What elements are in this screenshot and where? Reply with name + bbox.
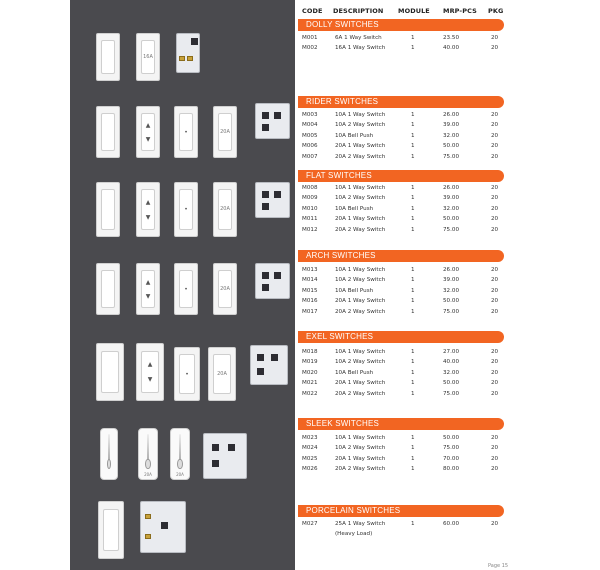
- cell-code: M005: [302, 132, 318, 139]
- cell-pkg: 20: [491, 287, 499, 294]
- cell-code: M012: [302, 226, 318, 233]
- section-title: FLAT SWITCHES: [306, 171, 372, 180]
- table-row: [300, 519, 504, 529]
- cell-pkg: 20: [491, 267, 499, 273]
- table-row: [300, 265, 504, 275]
- cell-description: 10A 1 Way Switch: [335, 267, 386, 273]
- flat-bell-push-image: •: [174, 182, 198, 237]
- cell-module: 1: [411, 359, 415, 366]
- cell-pkg: 20: [491, 185, 499, 191]
- cell-mrp: 40.00: [443, 359, 460, 366]
- cell-mrp: 39.00: [443, 277, 460, 284]
- cell-description: 10A 1 Way Switch: [335, 349, 386, 355]
- cell-code: M022: [302, 390, 318, 397]
- cell-mrp: 32.00: [443, 369, 460, 376]
- cell-pkg: 20: [491, 308, 499, 315]
- cell-description: 10A Bell Push: [335, 287, 374, 294]
- cell-pkg: 20: [491, 445, 499, 452]
- section-title: ARCH SWITCHES: [306, 251, 376, 260]
- cell-pkg: 20: [491, 226, 499, 233]
- exel-switch-20a-image: 20A: [208, 347, 236, 401]
- cell-module: 1: [411, 445, 415, 452]
- cell-mrp: 50.00: [443, 380, 460, 387]
- flat-switch-2way-image: ▲ ▼: [136, 182, 160, 237]
- cell-module: 1: [411, 455, 415, 462]
- cell-pkg: 20: [491, 195, 499, 202]
- cell-mrp: 32.00: [443, 287, 460, 294]
- cell-code: M017: [302, 308, 318, 315]
- cell-module: 1: [411, 153, 415, 160]
- cell-description: 20A 1 Way Switch: [335, 380, 386, 387]
- cell-module: 1: [411, 369, 415, 376]
- section-banner: [298, 96, 504, 108]
- cell-code: M020: [302, 369, 318, 376]
- cell-code: M007: [302, 153, 318, 160]
- cell-code: M024: [302, 445, 318, 452]
- cell-module: 1: [411, 287, 415, 294]
- cell-description: 10A 2 Way Switch: [335, 122, 386, 129]
- cell-code: M008: [302, 185, 318, 191]
- cell-code: M004: [302, 122, 318, 129]
- section-banner: [298, 418, 504, 430]
- cell-mrp: 39.00: [443, 122, 460, 129]
- cell-module: 1: [411, 466, 415, 473]
- cell-code: M018: [302, 349, 318, 355]
- dolly-switch-mechanism-image: [176, 33, 200, 73]
- cell-description: 20A 2 Way Switch: [335, 466, 386, 473]
- cell-module: 1: [411, 349, 415, 355]
- flat-switch-20a-image: 20A: [213, 182, 237, 237]
- cell-code: M001: [302, 35, 318, 41]
- cell-module: 1: [411, 435, 415, 441]
- cell-mrp: 80.00: [443, 466, 460, 473]
- cell-mrp: 23.50: [443, 35, 460, 41]
- cell-pkg: 20: [491, 153, 499, 160]
- table-row: [300, 378, 504, 388]
- table-row: [300, 454, 504, 464]
- exel-switch-mechanism-image: [250, 345, 288, 385]
- cell-pkg: 20: [491, 45, 499, 52]
- cell-code: M010: [302, 205, 318, 212]
- cell-code: M009: [302, 195, 318, 202]
- rider-switch-2way-image: ▲ ▼: [136, 106, 160, 158]
- table-row: [300, 214, 504, 224]
- cell-module: 1: [411, 267, 415, 273]
- cell-mrp: 70.00: [443, 455, 460, 462]
- rider-switch-mechanism-image: [255, 103, 290, 139]
- cell-mrp: 50.00: [443, 216, 460, 223]
- cell-module: 1: [411, 226, 415, 233]
- exel-bell-push-image: •: [174, 347, 200, 401]
- table-row: [300, 307, 504, 317]
- section-title: PORCELAIN SWITCHES: [306, 506, 401, 515]
- table-row: [300, 443, 504, 453]
- cell-module: 1: [411, 35, 415, 41]
- cell-description: 20A 1 Way Switch: [335, 455, 386, 462]
- cell-module: 1: [411, 122, 415, 129]
- rider-bell-push-image: •: [174, 106, 198, 158]
- cell-pkg: 20: [491, 380, 499, 387]
- cell-pkg: 20: [491, 205, 499, 212]
- table-row: [300, 193, 504, 203]
- cell-description: 10A Bell Push: [335, 205, 374, 212]
- cell-mrp: 39.00: [443, 195, 460, 202]
- cell-pkg: 20: [491, 349, 499, 355]
- table-row: [300, 183, 504, 193]
- col-header-module: MODULE: [398, 7, 430, 15]
- arch-bell-push-image: •: [174, 263, 198, 315]
- cell-description: 10A 1 Way Switch: [335, 112, 386, 118]
- cell-description: 10A Bell Push: [335, 132, 374, 139]
- table-row: [300, 347, 504, 357]
- table-row: [300, 296, 504, 306]
- cell-pkg: 20: [491, 359, 499, 366]
- cell-description: 10A 2 Way Switch: [335, 359, 386, 366]
- porcelain-switch-image: [98, 501, 124, 559]
- table-row: [300, 152, 504, 162]
- section-title: RIDER SWITCHES: [306, 97, 379, 106]
- table-row: [300, 433, 504, 443]
- sleek-switch-1way-image: [100, 428, 118, 480]
- cell-mrp: 75.00: [443, 308, 460, 315]
- table-row: [300, 110, 504, 120]
- flat-switch-1way-image: [96, 182, 120, 237]
- rider-switch-1way-image: [96, 106, 120, 158]
- cell-description: 20A 2 Way Switch: [335, 153, 386, 160]
- arch-switch-20a-image: 20A: [213, 263, 237, 315]
- cell-pkg: 20: [491, 216, 499, 223]
- col-header-code: CODE: [302, 7, 323, 15]
- porcelain-switch-mechanism-image: [140, 501, 186, 553]
- col-header-mrp: MRP-PCS: [443, 7, 477, 15]
- cell-pkg: 20: [491, 132, 499, 139]
- cell-description: 25A 1 Way Switch: [335, 521, 386, 527]
- cell-pkg: 20: [491, 298, 499, 305]
- cell-mrp: 75.00: [443, 445, 460, 452]
- cell-pkg: 20: [491, 369, 499, 376]
- cell-module: 1: [411, 390, 415, 397]
- cell-description: 20A 2 Way Switch: [335, 308, 386, 315]
- cell-module: 1: [411, 112, 415, 118]
- arch-switch-2way-image: ▲ ▼: [136, 263, 160, 315]
- cell-module: 1: [411, 521, 415, 527]
- cell-code: M027: [302, 521, 318, 527]
- cell-pkg: 20: [491, 390, 499, 397]
- cell-description: 10A 2 Way Switch: [335, 277, 386, 284]
- cell-code: M023: [302, 435, 318, 441]
- page-number: Page 15: [488, 563, 509, 569]
- cell-module: 1: [411, 45, 415, 52]
- table-row: [300, 131, 504, 141]
- rider-switch-20a-image: 20A: [213, 106, 237, 158]
- cell-module: 1: [411, 132, 415, 139]
- cell-code: M016: [302, 298, 318, 305]
- cell-module: 1: [411, 195, 415, 202]
- cell-code: M003: [302, 112, 318, 118]
- section-banner: [298, 250, 504, 262]
- section-title: EXEL SWITCHES: [306, 332, 374, 341]
- section-title: SLEEK SWITCHES: [306, 419, 380, 428]
- cell-module: 1: [411, 380, 415, 387]
- cell-module: 1: [411, 185, 415, 191]
- cell-mrp: 32.00: [443, 205, 460, 212]
- table-row: [300, 464, 504, 474]
- table-row: [300, 43, 504, 53]
- cell-code: M026: [302, 466, 318, 473]
- cell-module: 1: [411, 298, 415, 305]
- table-row: [300, 141, 504, 151]
- cell-pkg: 20: [491, 277, 499, 284]
- cell-pkg: 20: [491, 435, 499, 441]
- dolly-switch-16a-image: 16A: [136, 33, 160, 81]
- cell-mrp: 75.00: [443, 390, 460, 397]
- cell-mrp: 75.00: [443, 226, 460, 233]
- product-image-panel: [70, 0, 295, 570]
- cell-description: 10A 2 Way Switch: [335, 445, 386, 452]
- section-title: DOLLY SWITCHES: [306, 20, 379, 29]
- cell-mrp: 60.00: [443, 521, 460, 527]
- cell-code: M021: [302, 380, 318, 387]
- table-row: [300, 368, 504, 378]
- cell-mrp: 40.00: [443, 45, 460, 52]
- exel-switch-2way-image: ▲ ▼: [136, 343, 164, 401]
- cell-mrp: 50.00: [443, 143, 460, 150]
- cell-description: 16A 1 Way Switch: [335, 45, 386, 52]
- col-header-pkg: PKG: [488, 7, 504, 15]
- cell-description: 20A 2 Way Switch: [335, 226, 386, 233]
- cell-mrp: 50.00: [443, 298, 460, 305]
- cell-code: M002: [302, 45, 318, 52]
- arch-switch-1way-image: [96, 263, 120, 315]
- cell-module: 1: [411, 143, 415, 150]
- cell-module: 1: [411, 277, 415, 284]
- table-row: [300, 529, 504, 539]
- sleek-switch-mechanism-image: [203, 433, 247, 479]
- flat-switch-mechanism-image: [255, 182, 290, 218]
- cell-description: 20A 1 Way Switch: [335, 216, 386, 223]
- table-row: [300, 275, 504, 285]
- cell-mrp: 50.00: [443, 435, 460, 441]
- sleek-switch-20a-image: 20A: [170, 428, 190, 480]
- cell-pkg: 20: [491, 112, 499, 118]
- cell-code: M006: [302, 143, 318, 150]
- cell-pkg: 20: [491, 455, 499, 462]
- cell-description: 10A 2 Way Switch: [335, 195, 386, 202]
- cell-mrp: 26.00: [443, 267, 460, 273]
- cell-pkg: 20: [491, 35, 499, 41]
- cell-module: 1: [411, 205, 415, 212]
- table-row: [300, 120, 504, 130]
- cell-code: M014: [302, 277, 318, 284]
- table-row: [300, 357, 504, 367]
- cell-mrp: 75.00: [443, 153, 460, 160]
- col-header-description: DESCRIPTION: [333, 7, 384, 15]
- cell-module: 1: [411, 216, 415, 223]
- cell-mrp: 26.00: [443, 112, 460, 118]
- cell-description: 10A 1 Way Switch: [335, 185, 386, 191]
- dolly-switch-6a-image: [96, 33, 120, 81]
- cell-code: M011: [302, 216, 318, 223]
- cell-pkg: 20: [491, 521, 499, 527]
- table-row: [300, 286, 504, 296]
- section-banner: [298, 170, 504, 182]
- cell-description: 10A Bell Push: [335, 369, 374, 376]
- cell-module: 1: [411, 308, 415, 315]
- cell-code: M013: [302, 267, 318, 273]
- cell-mrp: 27.00: [443, 349, 460, 355]
- arch-switch-mechanism-image: [255, 263, 290, 299]
- cell-description: 20A 1 Way Switch: [335, 143, 386, 150]
- table-row: [300, 33, 504, 43]
- cell-code: M019: [302, 359, 318, 366]
- cell-description: 10A 1 Way Switch: [335, 435, 386, 441]
- section-banner: [298, 331, 504, 343]
- table-row: [300, 389, 504, 399]
- section-banner: [298, 505, 504, 517]
- cell-code: M025: [302, 455, 318, 462]
- cell-mrp: 32.00: [443, 132, 460, 139]
- cell-pkg: 20: [491, 466, 499, 473]
- sleek-switch-2way-image: 20A: [138, 428, 158, 480]
- exel-switch-1way-image: [96, 343, 124, 401]
- cell-mrp: 26.00: [443, 185, 460, 191]
- cell-pkg: 20: [491, 122, 499, 129]
- table-row: [300, 225, 504, 235]
- cell-code: M015: [302, 287, 318, 294]
- cell-description: 6A 1 Way Switch: [335, 35, 382, 41]
- cell-description: 20A 1 Way Switch: [335, 298, 386, 305]
- cell-description: 20A 2 Way Switch: [335, 390, 386, 397]
- section-banner: [298, 19, 504, 31]
- cell-description: (Heavy Load): [335, 531, 373, 538]
- table-row: [300, 204, 504, 214]
- cell-pkg: 20: [491, 143, 499, 150]
